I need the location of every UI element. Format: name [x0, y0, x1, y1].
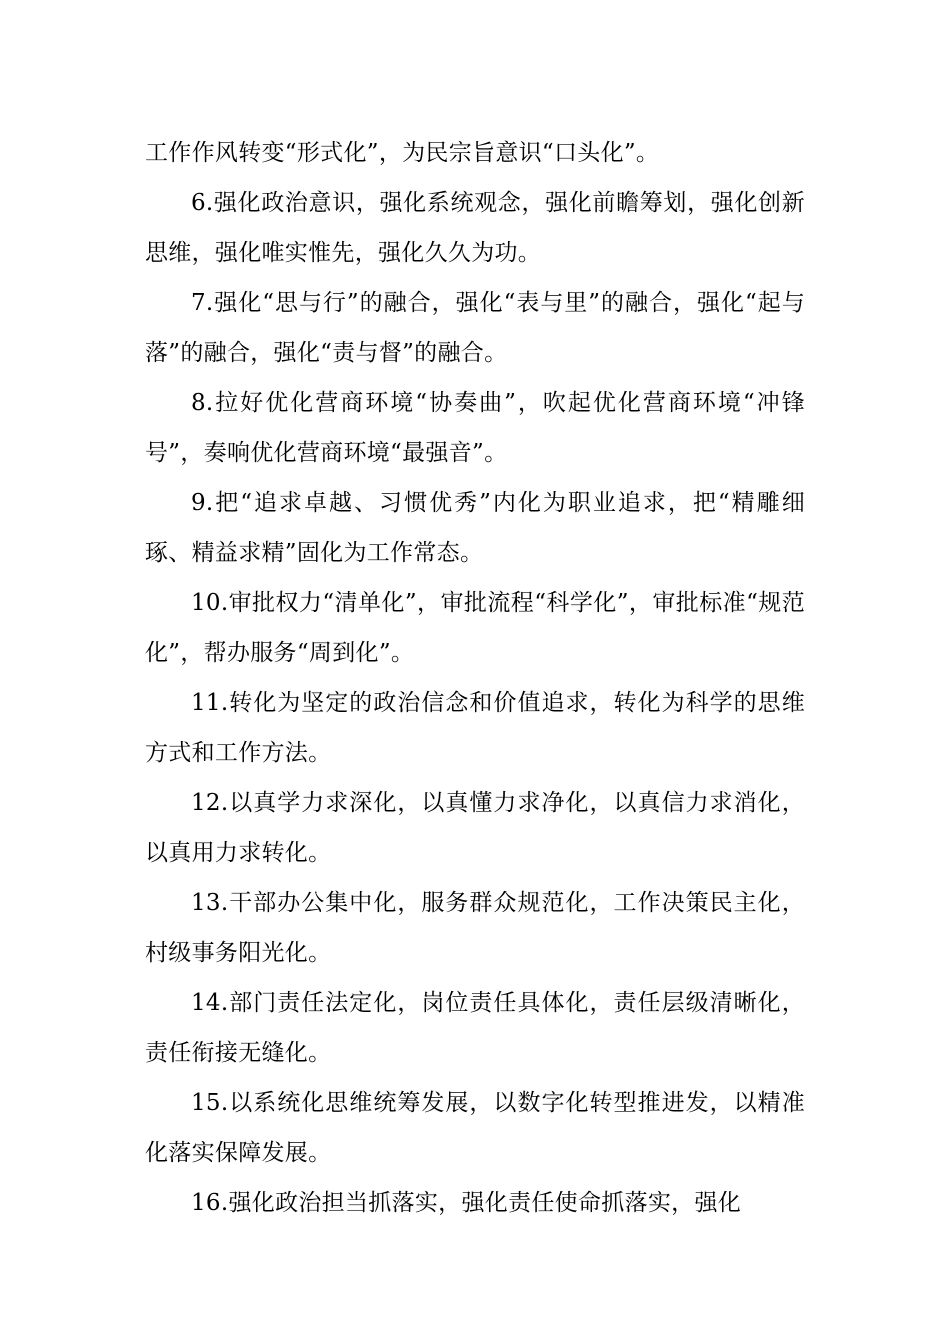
document-body — [145, 128, 805, 1228]
paragraph-item-14: 14.部门责任法定化，岗位责任具体化，责任层级清晰化，责任衔接无缝化。 — [145, 990, 805, 1066]
paragraph-item-8: 8.拉好优化营商环境“协奏曲”，吹起优化营商环境“冲锋号”，奏响优化营商环境“最强音”。 — [145, 390, 805, 466]
paragraph-item-15: 15.以系统化思维统筹发展，以数字化转型推进发，以精准化落实保障发展。 — [145, 1090, 805, 1166]
paragraph-item-11: 11.转化为坚定的政治信念和价值追求，转化为科学的思维方式和工作方法。 — [145, 690, 805, 766]
paragraph-item-9: 9.把“追求卓越、习惯优秀”内化为职业追求，把“精雕细琢、精益求精”固化为工作常态。 — [145, 490, 805, 566]
paragraph-item-7: 7.强化“思与行”的融合，强化“表与里”的融合，强化“起与落”的融合，强化“责与督”的融合。 — [145, 290, 805, 366]
paragraph-continuation: 工作作风转变“形式化”，为民宗旨意识“口头化”。 — [145, 140, 660, 166]
paragraph-item-16: 16.强化政治担当抓落实，强化责任使命抓落实，强化 — [191, 1190, 742, 1216]
paragraph-item-12: 12.以真学力求深化，以真懂力求净化，以真信力求消化，以真用力求转化。 — [145, 790, 805, 866]
paragraph-item-10: 10.审批权力“清单化”，审批流程“科学化”，审批标准“规范化”，帮办服务“周到化”。 — [145, 590, 805, 666]
paragraph-item-6: 6.强化政治意识，强化系统观念，强化前瞻筹划，强化创新思维，强化唯实惟先，强化久久为功。 — [145, 190, 805, 266]
paragraph-item-13: 13.干部办公集中化，服务群众规范化，工作决策民主化，村级事务阳光化。 — [145, 890, 805, 966]
